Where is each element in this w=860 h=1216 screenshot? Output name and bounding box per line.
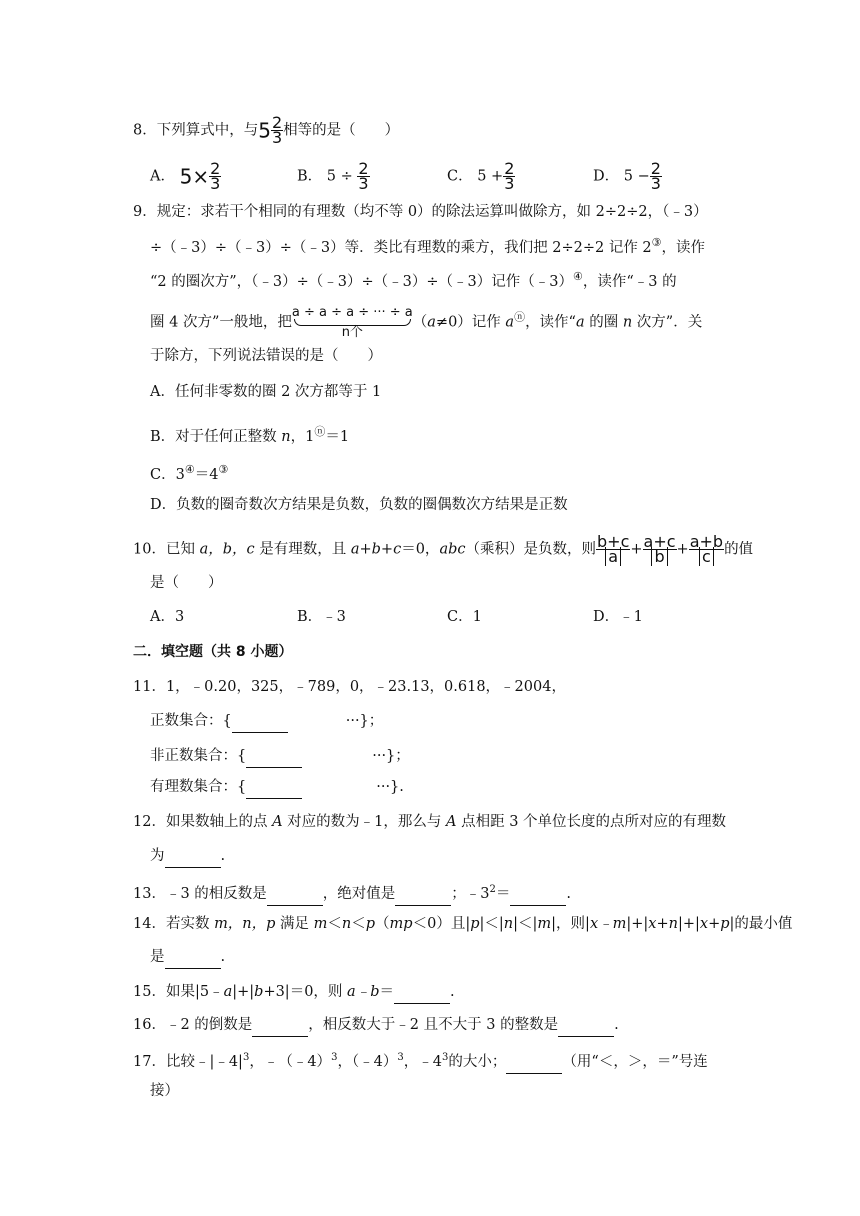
fraction-b-plus-c: $\frac{b+c}{a}$ [597,532,630,566]
q10-option-d[interactable]: D．﹣1 [593,609,643,625]
q9-line-2: ÷（﹣3）÷（﹣3）÷（﹣3）等．类比有理数的乘方，我们把 2÷2÷2 记作 2③，读作 [150,236,706,256]
answer-blank[interactable] [246,745,302,768]
q16: 16．﹣2 的倒数是 ，相反数大于﹣2 且不大于 3 的整数是 . [133,1014,619,1037]
q10-line-1: 10．已知 a，b，c 是有理数，且 a+b+c＝0，abc（乘积）是负数，则 $\frac{b+c}{a}$ + $\frac{a+c}{b}$ + $\frac{a+b}{c}$ 的值 [133,532,754,566]
answer-blank[interactable] [165,845,221,868]
answer-blank[interactable] [510,883,566,906]
q8-option-a[interactable]: A． 5× $\frac{2}{3}$ [150,159,221,193]
answer-blank[interactable] [165,946,221,969]
q15: 15．如果|5﹣a|+|b+3|＝0，则 a﹣b＝ . [133,981,455,1004]
mixed-number-whole: 5 [258,118,271,143]
q9-option-c[interactable]: C．3④＝4③ [150,463,229,483]
q10-option-b[interactable]: B．﹣3 [297,609,346,625]
answer-blank[interactable] [394,981,450,1004]
q11-nonpositive-set: 非正数集合：{ ···}； [150,745,410,768]
q17-line-1: 17．比较$﹣|﹣4|^3$，﹣（﹣4）$^3$，（﹣4）$^3$，$﹣4^3$的大小； （用“＜，＞，＝”号连 [133,1047,708,1074]
q8-option-c[interactable]: C． 5 + $\frac{2}{3}$ [447,159,515,193]
q9-line-5: 于除方，下列说法错误的是（ ） [150,348,382,364]
fraction-a-plus-b: $\frac{a+b}{c}$ [689,532,724,566]
underbrace-expression: a ÷ a ÷ a ÷ ··· ÷ a n个 [291,305,413,340]
q13: 13．﹣3 的相反数是 ，绝对值是 ；$﹣3^2=$ . [133,879,571,906]
q8-option-b[interactable]: B． 5 ÷ $\frac{2}{3}$ [297,159,369,193]
q8-text-b: 相等的是（ ） [283,122,400,139]
answer-blank[interactable] [395,883,451,906]
q8-text-a: 8．下列算式中，与 [133,122,259,139]
q9-line-1: 9．规定：求若干个相同的有理数（均不等 0）的除法运算叫做除方，如 2÷2÷2，（﹣3） [133,204,708,220]
q14-line-1: 14．若实数 m，n，p 满足 m＜n＜p（mp＜0）且|p|＜|n|＜|m|，则|x﹣m|+|x+n|+|x+p|的最小值 [133,916,793,932]
q12-line-2: 为 . [150,845,225,868]
q9-option-b[interactable]: B．对于任何正整数 n，1ⓝ＝1 [150,425,350,445]
q9-option-a[interactable]: A．任何非零数的圈 2 次方都等于 1 [150,384,382,400]
q8-option-d[interactable]: D． 5 − $\frac{2}{3}$ [593,159,661,193]
question-8-stem [133,113,400,147]
section-heading-fill-in: 二．填空题（共 8 小题） [133,644,293,660]
q9-line-4: 圈 4 次方”一般地，把 a ÷ a ÷ a ÷ ··· ÷ a n个 （a≠0）记作 aⓝ，读作“a 的圈 n 次方”．关 [150,305,703,340]
q9-option-d[interactable]: D．负数的圈奇数次方结果是负数，负数的圈偶数次方结果是正数 [150,497,568,513]
answer-blank[interactable] [267,883,323,906]
q10-line-2: 是（ ） [150,575,223,591]
q17-line-2: 接） [150,1083,179,1099]
mixed-number-fraction: $\frac{2}{3}$ [271,113,283,147]
q10-option-a[interactable]: A．3 [150,609,185,625]
answer-blank[interactable] [506,1051,562,1074]
answer-blank[interactable] [252,1014,308,1037]
q14-line-2: 是 . [150,946,225,969]
q11-rational-set: 有理数集合：{ ···}. [150,776,404,799]
fraction-a-plus-c: $\frac{a+c}{b}$ [643,532,676,566]
answer-blank[interactable] [246,776,302,799]
q11-positive-set: 正数集合：{ ···}； [150,710,383,733]
q11-line-1: 11．1，﹣0.20，325，﹣789，0，﹣23.13，0.618，﹣2004， [133,679,566,695]
q10-option-c[interactable]: C．1 [447,609,482,625]
answer-blank[interactable] [558,1014,614,1037]
q12-line-1: 12．如果数轴上的点 A 对应的数为﹣1，那么与 A 点相距 3 个单位长度的点所对应的有理数 [133,814,727,830]
answer-blank[interactable] [232,710,288,733]
q9-line-3: “2 的圈次方”，（﹣3）÷（﹣3）÷（﹣3）÷（﹣3）记作（﹣3）④，读作“﹣3 的 [150,270,677,290]
